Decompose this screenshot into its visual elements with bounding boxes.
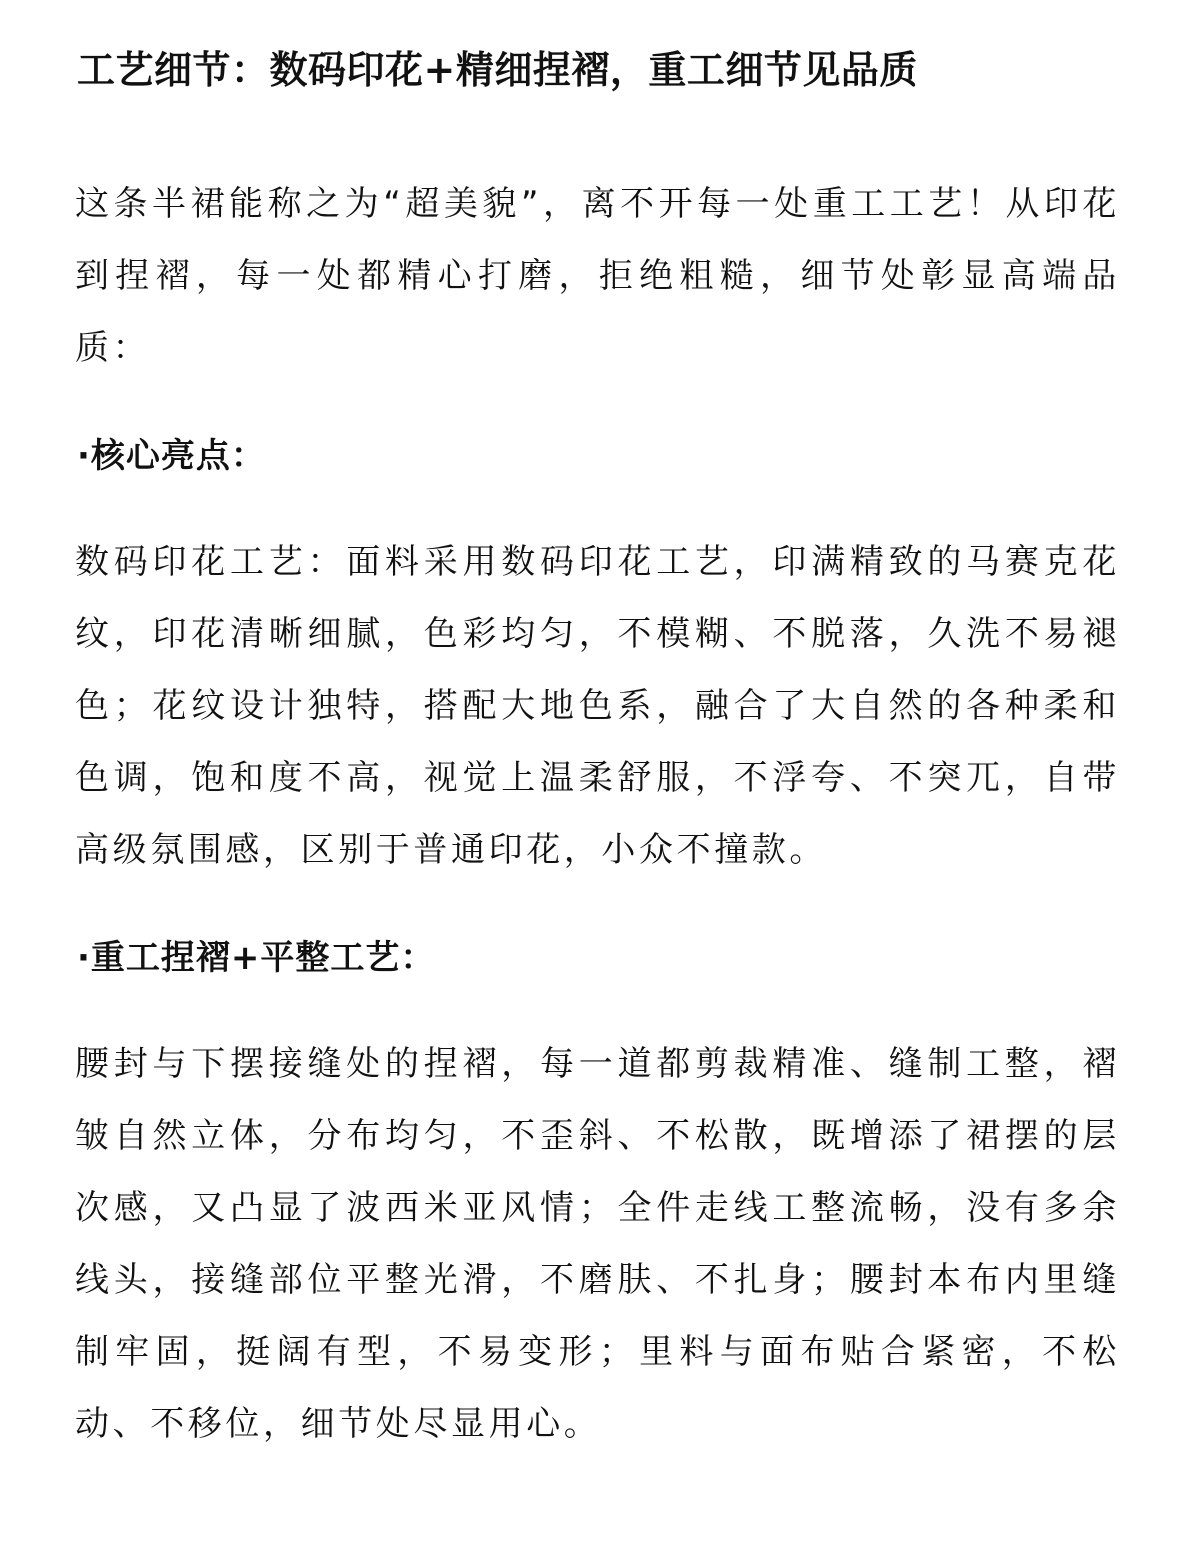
intro-paragraph: 这条半裙能称之为“超美貌”，离不开每一处重工工艺！从印花到捏褶，每一处都精心打磨，拒绝粗糙，细节处彰显高端品质： (75, 184, 1120, 368)
digital-print-paragraph: 数码印花工艺：面料采用数码印花工艺，印满精致的马赛克花纹，印花清晰细腻，色彩均匀，不模糊、不脱落，久洗不易褪色；花纹设计独特，搭配大地色系，融合了大自然的各种柔和色调，饱和度不高，视觉上温柔舒服，不浮夸、不突兀，自带高级氛围感，区别于普通印花，小众不撞款。 (75, 542, 1120, 870)
article-title: 工艺细节：数码印花+精细捏褶，重工细节见品质 (77, 48, 918, 92)
section-heading-pleat-craft: ·重工捏褶+平整工艺： (77, 938, 436, 978)
section-heading-core-highlights: ·核心亮点： (77, 436, 266, 476)
pleat-craft-paragraph: 腰封与下摆接缝处的捏褶，每一道都剪裁精准、缝制工整，褶皱自然立体，分布均匀，不歪斜、不松散，既增添了裙摆的层次感，又凸显了波西米亚风情；全件走线工整流畅，没有多余线头，接缝部位平整光滑，不磨肤、不扎身；腰封本布内里缝制牢固，挺阔有型，不易变形；里料与面布贴合紧密，不松动、不移位，细节处尽显用心。 (75, 1044, 1120, 1444)
